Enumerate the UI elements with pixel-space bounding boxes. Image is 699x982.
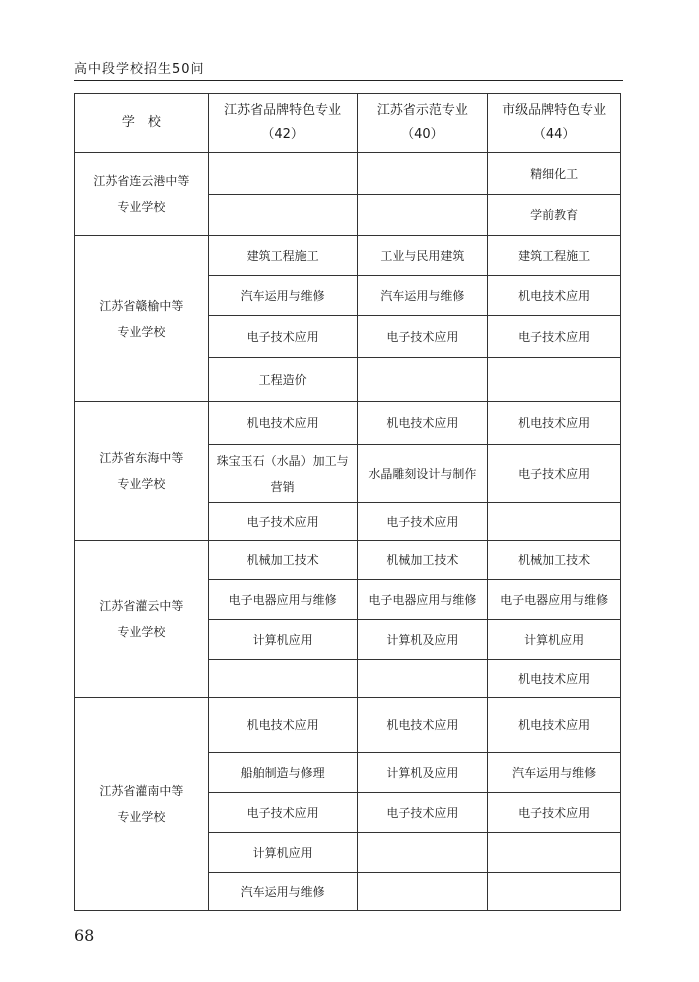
header-provincial-demo xyxy=(357,94,488,153)
provincial-brand-cell: 机械加工技术 xyxy=(208,541,357,580)
provincial-brand-cell: 汽车运用与维修 xyxy=(208,873,357,911)
school-name-line2: 专业学校 xyxy=(117,477,166,491)
city-brand-cell xyxy=(488,873,621,911)
provincial-brand-cell xyxy=(208,153,357,195)
provincial-demo-cell: 机电技术应用 xyxy=(357,698,488,753)
provincial-demo-cell xyxy=(357,358,488,402)
city-brand-cell: 电子技术应用 xyxy=(488,445,621,503)
provincial-brand-cell: 船舶制造与修理 xyxy=(208,753,357,793)
city-brand-cell: 机电技术应用 xyxy=(488,402,621,445)
school-name-cell xyxy=(75,236,209,402)
table-row xyxy=(75,698,621,753)
provincial-brand-cell: 电子技术应用 xyxy=(208,503,357,541)
header-rule xyxy=(74,80,623,81)
header-provincial-brand-count: （42） xyxy=(261,127,304,142)
provincial-brand-cell: 电子技术应用 xyxy=(208,793,357,833)
city-brand-cell: 学前教育 xyxy=(488,195,621,236)
provincial-demo-cell: 工业与民用建筑 xyxy=(357,236,488,276)
school-name-line2: 专业学校 xyxy=(117,200,166,214)
running-header: 高中段学校招生50问 xyxy=(74,62,205,77)
provincial-demo-cell xyxy=(357,833,488,873)
city-brand-cell: 电子技术应用 xyxy=(488,793,621,833)
school-name-line1: 江苏省灌云中等 xyxy=(99,599,184,613)
provincial-brand-cell: 汽车运用与维修 xyxy=(208,276,357,316)
city-brand-cell: 建筑工程施工 xyxy=(488,236,621,276)
school-name-line1: 江苏省连云港中等 xyxy=(93,174,190,188)
header-city-brand xyxy=(488,94,621,153)
provincial-demo-cell xyxy=(357,873,488,911)
header-provincial-demo-count: （40） xyxy=(401,127,444,142)
provincial-demo-cell xyxy=(357,195,488,236)
provincial-demo-cell: 电子技术应用 xyxy=(357,503,488,541)
provincial-brand-cell xyxy=(208,660,357,698)
provincial-brand-cell: 珠宝玉石（水晶）加工与营销 xyxy=(208,445,357,503)
header-provincial-brand xyxy=(208,94,357,153)
city-brand-cell: 电子电器应用与维修 xyxy=(488,580,621,620)
header-city-brand-title: 市级品牌特色专业 xyxy=(502,103,607,118)
provincial-demo-cell: 水晶雕刻设计与制作 xyxy=(357,445,488,503)
provincial-brand-cell: 电子技术应用 xyxy=(208,316,357,358)
school-name-line1: 江苏省灌南中等 xyxy=(99,784,184,798)
table-row xyxy=(75,402,621,445)
school-name-cell xyxy=(75,541,209,698)
school-name-cell xyxy=(75,153,209,236)
header-school-title: 学 校 xyxy=(121,115,161,130)
provincial-demo-cell: 电子电器应用与维修 xyxy=(357,580,488,620)
city-brand-cell: 机械加工技术 xyxy=(488,541,621,580)
provincial-demo-cell: 汽车运用与维修 xyxy=(357,276,488,316)
majors-table xyxy=(74,93,621,911)
provincial-brand-cell: 计算机应用 xyxy=(208,833,357,873)
school-name-line1: 江苏省赣榆中等 xyxy=(99,298,184,313)
provincial-brand-cell: 计算机应用 xyxy=(208,620,357,660)
provincial-brand-cell: 电子电器应用与维修 xyxy=(208,580,357,620)
provincial-demo-cell xyxy=(357,660,488,698)
city-brand-cell xyxy=(488,503,621,541)
page-number: 68 xyxy=(74,926,95,945)
school-name-line2: 专业学校 xyxy=(117,324,166,339)
provincial-demo-cell: 电子技术应用 xyxy=(357,793,488,833)
table-row xyxy=(75,236,621,276)
city-brand-cell: 机电技术应用 xyxy=(488,660,621,698)
city-brand-cell: 电子技术应用 xyxy=(488,316,621,358)
provincial-brand-cell: 工程造价 xyxy=(208,358,357,402)
table-row xyxy=(75,153,621,195)
provincial-demo-cell: 电子技术应用 xyxy=(357,316,488,358)
city-brand-cell: 计算机应用 xyxy=(488,620,621,660)
table-row xyxy=(75,541,621,580)
city-brand-cell xyxy=(488,833,621,873)
city-brand-cell: 机电技术应用 xyxy=(488,276,621,316)
provincial-brand-cell: 机电技术应用 xyxy=(208,402,357,445)
header-provincial-demo-title: 江苏省示范专业 xyxy=(376,103,468,118)
header-provincial-brand-title: 江苏省品牌特色专业 xyxy=(224,103,342,118)
provincial-demo-cell: 计算机及应用 xyxy=(357,753,488,793)
school-name-line1: 江苏省东海中等 xyxy=(99,451,184,465)
table-header-row xyxy=(75,94,621,153)
provincial-demo-cell xyxy=(357,153,488,195)
provincial-demo-cell: 机械加工技术 xyxy=(357,541,488,580)
school-name-line2: 专业学校 xyxy=(117,810,166,824)
header-school xyxy=(75,94,209,153)
city-brand-cell: 汽车运用与维修 xyxy=(488,753,621,793)
city-brand-cell: 机电技术应用 xyxy=(488,698,621,753)
provincial-brand-cell xyxy=(208,195,357,236)
city-brand-cell xyxy=(488,358,621,402)
school-name-line2: 专业学校 xyxy=(117,625,166,639)
school-name-cell xyxy=(75,698,209,911)
city-brand-cell: 精细化工 xyxy=(488,153,621,195)
header-city-brand-count: （44） xyxy=(532,127,576,142)
provincial-brand-cell: 机电技术应用 xyxy=(208,698,357,753)
school-name-cell xyxy=(75,402,209,541)
provincial-brand-cell: 建筑工程施工 xyxy=(208,236,357,276)
provincial-demo-cell: 机电技术应用 xyxy=(357,402,488,445)
provincial-demo-cell: 计算机及应用 xyxy=(357,620,488,660)
